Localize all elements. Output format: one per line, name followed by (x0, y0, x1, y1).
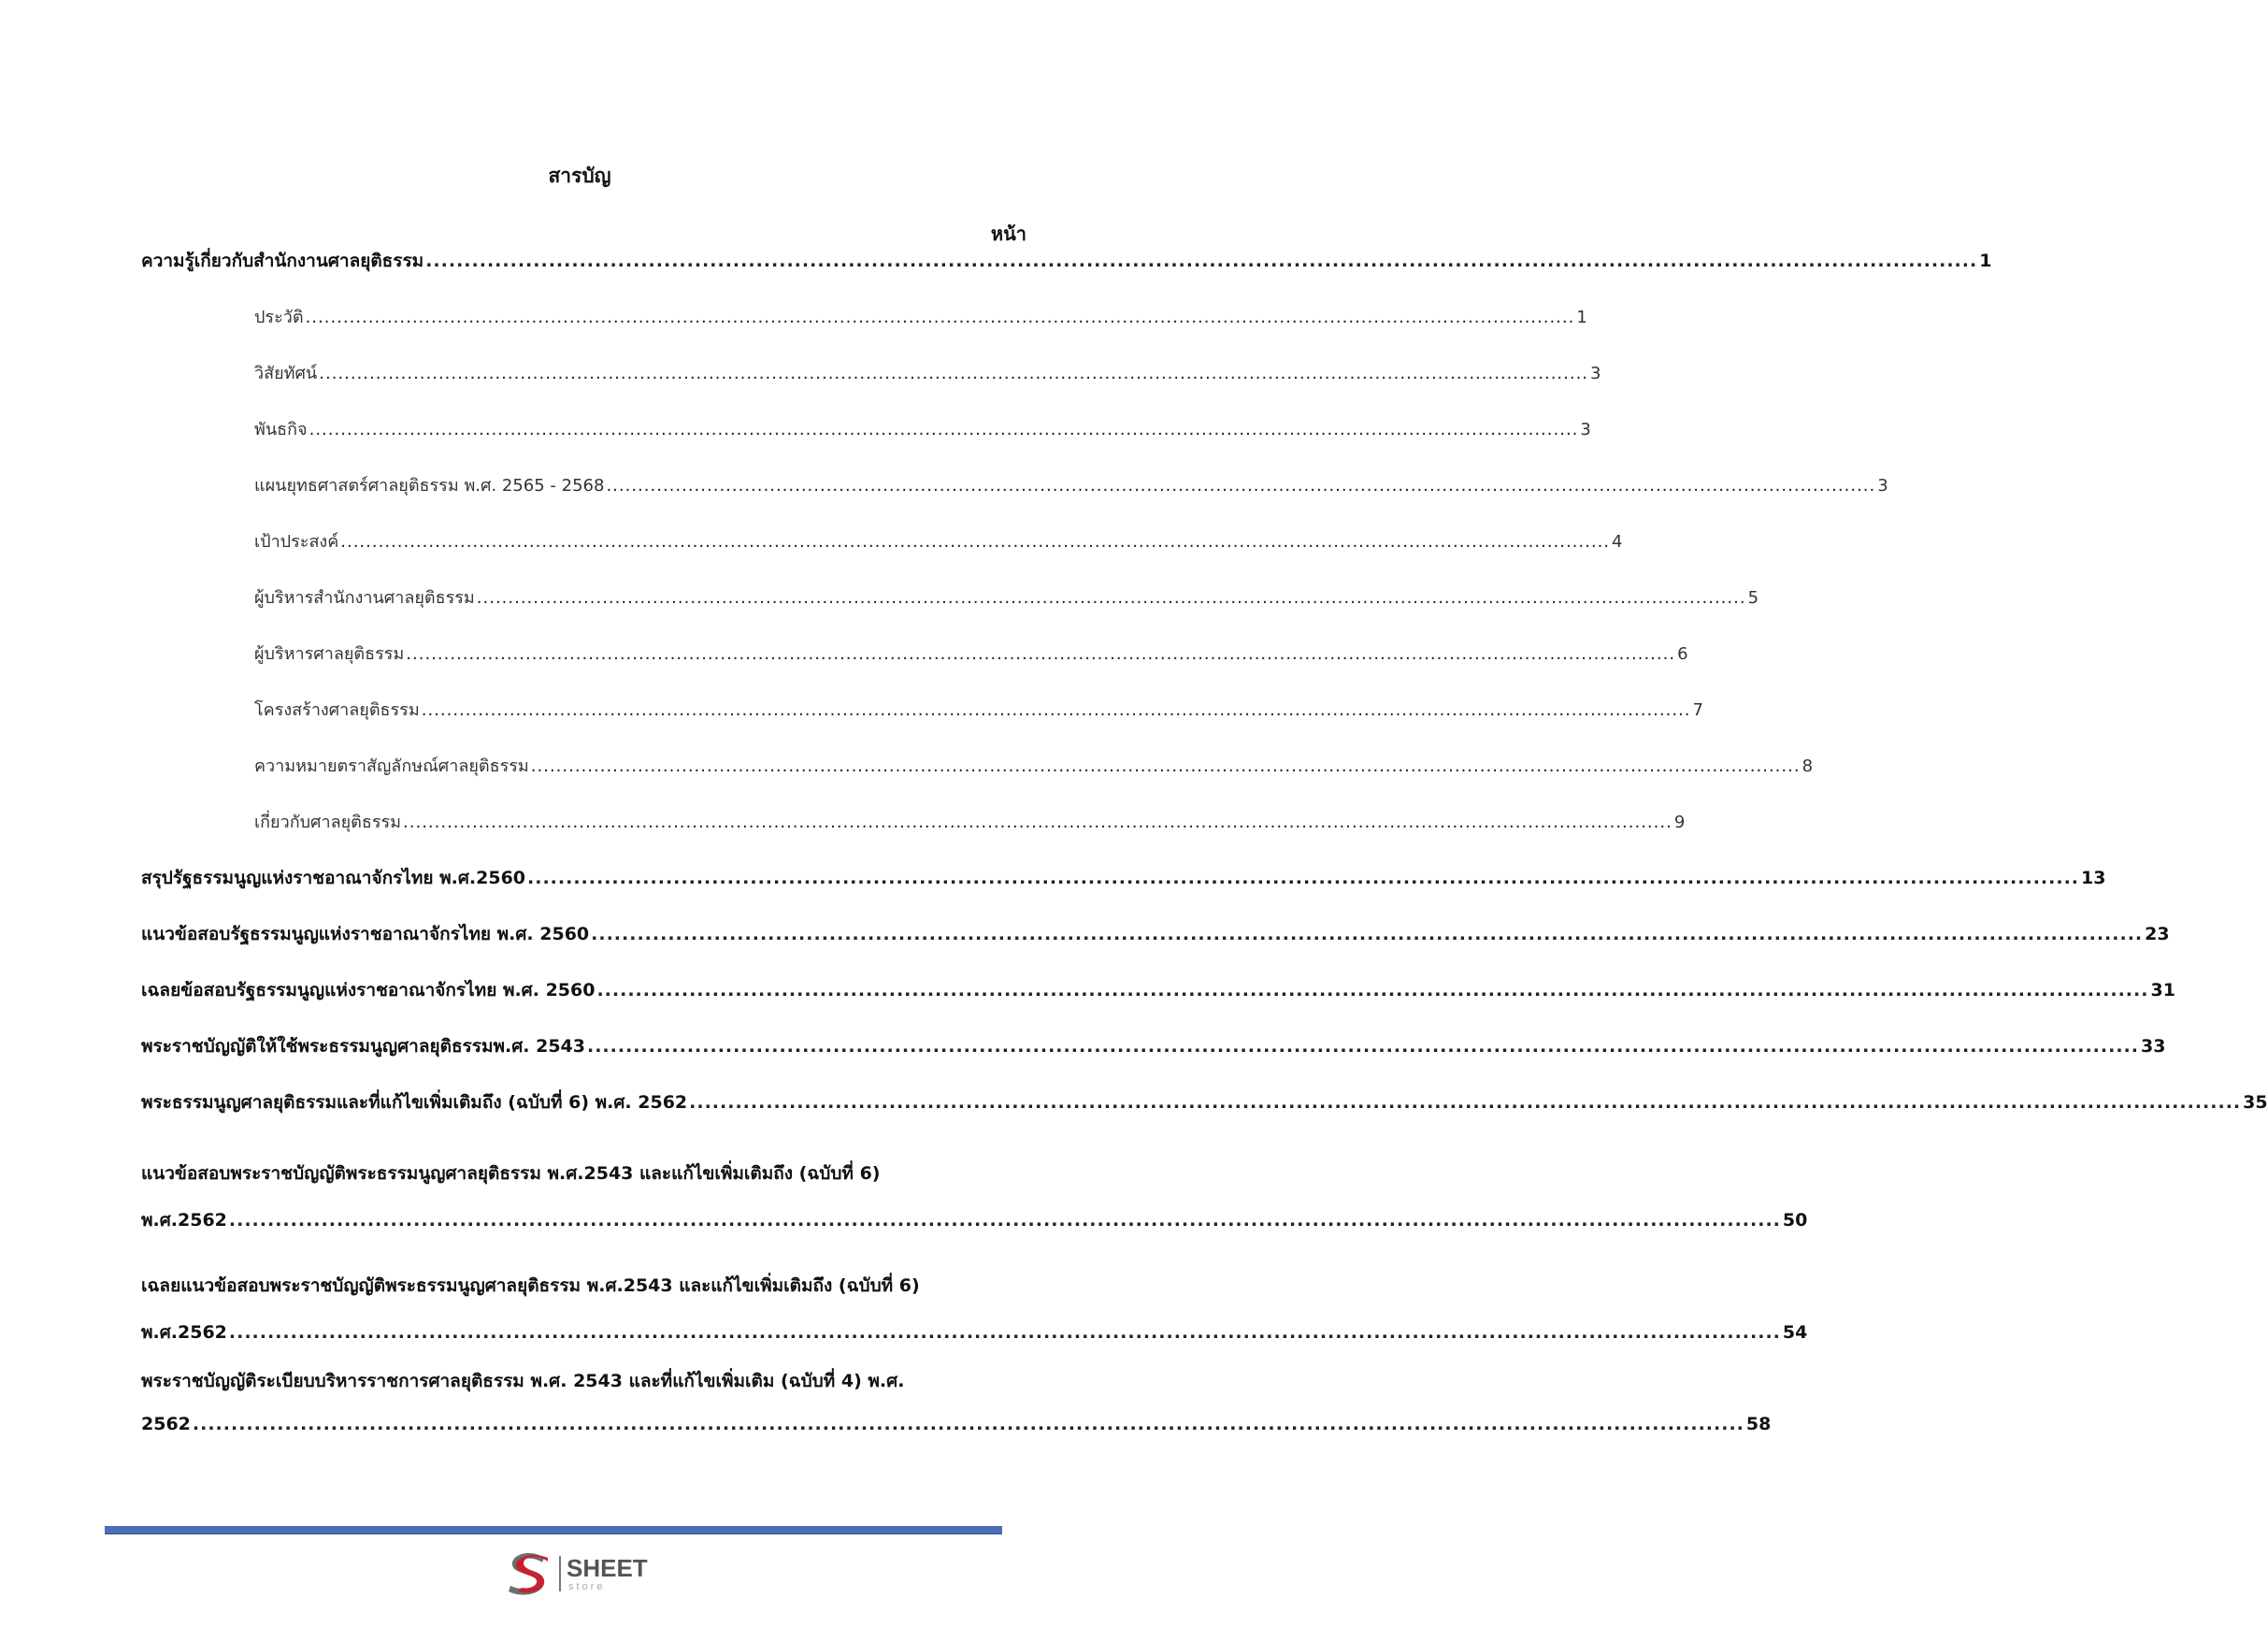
dot-leader: .......................................................................................................................................................................................................... (228, 1322, 1781, 1343)
toc-entry-text: ความรู้เกี่ยวกับสำนักงานศาลยุติธรรม (141, 251, 424, 271)
toc-entry-text: พันธกิจ (254, 420, 308, 439)
dot-leader: .......................................................................................................................................................................................................... (309, 420, 1579, 439)
toc-entry-text: วิสัยทัศน์ (254, 364, 318, 383)
dot-leader: .......................................................................................................................................................................................................... (319, 364, 1589, 383)
dot-leader: .......................................................................................................................................................................................................... (587, 1036, 2139, 1057)
dot-leader: .......................................................................................................................................................................................................... (606, 476, 1876, 496)
toc-entry-page: 1 (1576, 308, 1587, 327)
toc-entry-page: 54 (1782, 1322, 1808, 1343)
toc-subentry[interactable] (254, 752, 1814, 779)
toc-entry-page: 33 (2141, 1036, 2166, 1057)
logo-wordmark: SHEET (567, 1554, 648, 1582)
dot-leader: .......................................................................................................................................................................................................... (305, 308, 1575, 327)
toc-entry-text: 2562 (141, 1414, 191, 1434)
toc-entry-page: 13 (2081, 868, 2106, 888)
toc-entry[interactable] (141, 1032, 2166, 1060)
toc-entry-text: แนวข้อสอบรัฐธรรมนูญแห่งราชอาณาจักรไทย พ.ศ. 2560 (141, 924, 590, 944)
toc-entry[interactable] (141, 1414, 1772, 1434)
logo-subtext: store (568, 1581, 606, 1592)
toc-entry-page: 58 (1745, 1414, 1772, 1434)
toc-entry[interactable] (141, 864, 2106, 892)
toc-subentry[interactable] (254, 303, 1587, 330)
toc-entry-text: พระธรรมนูญศาลยุติธรรมและที่แก้ไขเพิ่มเติมถึง (ฉบับที่ 6) พ.ศ. 2562 (141, 1092, 688, 1113)
toc-entry-first-line: แนวข้อสอบพระราชบัญญัติพระธรรมนูญศาลยุติธรรม พ.ศ.2543 และแก้ไขเพิ่มเติมถึง (ฉบับที่ 6) (141, 1163, 881, 1184)
dot-leader: .......................................................................................................................................................................................................... (406, 644, 1676, 664)
toc-entry-page: 50 (1782, 1210, 1808, 1231)
footer-divider (105, 1526, 1002, 1534)
toc-entry-page: 8 (1801, 756, 1814, 776)
toc-entry-first-line: พระราชบัญญัติระเบียบบริหารราชการศาลยุติธรรม พ.ศ. 2543 และที่แก้ไขเพิ่มเติม (ฉบับที่ 4) พ.ศ. (141, 1371, 905, 1391)
toc-entry-text: พระราชบัญญัติให้ใช้พระธรรมนูญศาลยุติธรรมพ.ศ. 2543 (141, 1036, 585, 1057)
toc-entry-page: 3 (1590, 364, 1601, 383)
toc-entry-page: 23 (2145, 924, 2170, 944)
toc-entry[interactable] (141, 1206, 1808, 1234)
dot-leader: .......................................................................................................................................................................................................... (228, 1210, 1781, 1231)
dot-leader: .......................................................................................................................................................................................................... (530, 756, 1801, 776)
toc-entry-text: ผู้บริหารสำนักงานศาลยุติธรรม (254, 588, 475, 608)
page-column-header: หน้า (990, 223, 1026, 245)
toc-subentry[interactable] (254, 640, 1688, 667)
toc-subentry[interactable] (254, 415, 1591, 442)
toc-entry-page: 5 (1747, 588, 1759, 608)
toc-subentry[interactable] (254, 527, 1623, 554)
dot-leader: .......................................................................................................................................................................................................... (340, 532, 1611, 552)
toc-entry[interactable] (141, 976, 2175, 1004)
toc-entry-text: เฉลยข้อสอบรัฐธรรมนูญแห่งราชอาณาจักรไทย พ.ศ. 2560 (141, 980, 596, 1000)
toc-subentry[interactable] (254, 471, 1888, 498)
sheet-store-logo (503, 1550, 671, 1597)
toc-entry-page: 1 (1979, 251, 1992, 271)
toc-entry-text: สรุปรัฐธรรมนูญแห่งราชอาณาจักรไทย พ.ศ.2560 (141, 868, 526, 888)
toc-subentry[interactable] (254, 696, 1703, 723)
toc-entry-page: 9 (1673, 813, 1686, 832)
dot-leader: .......................................................................................................................................................................................................... (476, 588, 1746, 608)
toc-entry-page: 7 (1692, 700, 1703, 720)
toc-subentry[interactable] (254, 808, 1686, 835)
toc-subentry[interactable] (254, 359, 1601, 386)
dot-leader: .......................................................................................................................................................................................................... (596, 980, 2149, 1000)
toc-entry[interactable] (141, 247, 1992, 275)
toc-entry[interactable] (141, 1318, 1808, 1346)
toc-entry-page: 31 (2150, 980, 2175, 1000)
dot-leader: .......................................................................................................................................................................................................... (192, 1414, 1744, 1434)
toc-entry-page: 6 (1677, 644, 1688, 664)
toc-entry-text: เกี่ยวกับศาลยุติธรรม (254, 813, 402, 832)
dot-leader: .......................................................................................................................................................................................................... (689, 1092, 2242, 1113)
dot-leader: .......................................................................................................................................................................................................... (421, 700, 1691, 720)
page-title: สารบัญ (548, 165, 611, 187)
dot-leader: .......................................................................................................................................................................................................... (425, 251, 1978, 271)
toc-entry-text: โครงสร้างศาลยุติธรรม (254, 700, 420, 720)
dot-leader: .......................................................................................................................................................................................................... (527, 868, 2080, 888)
dot-leader: .......................................................................................................................................................................................................... (403, 813, 1672, 832)
toc-entry-page: 3 (1877, 476, 1888, 496)
toc-entry-text: แผนยุทธศาสตร์ศาลยุติธรรม พ.ศ. 2565 - 2568 (254, 476, 605, 496)
sheet-logo-icon (503, 1550, 555, 1597)
toc-entry-text: พ.ศ.2562 (141, 1210, 227, 1231)
logo-divider (559, 1556, 561, 1591)
toc-entry[interactable] (141, 920, 2170, 948)
toc-entry-text: ความหมายตราสัญลักษณ์ศาลยุติธรรม (254, 756, 529, 776)
toc-entry-text: ผู้บริหารศาลยุติธรรม (254, 644, 405, 664)
toc-entry-text: ประวัติ (254, 308, 304, 327)
toc-entry-first-line: เฉลยแนวข้อสอบพระราชบัญญัติพระธรรมนูญศาลยุติธรรม พ.ศ.2543 และแก้ไขเพิ่มเติมถึง (ฉบับที่ 6) (141, 1275, 920, 1296)
toc-entry-page: 4 (1612, 532, 1623, 552)
toc-entry-page: 35 (2243, 1092, 2268, 1113)
toc-subentry[interactable] (254, 583, 1759, 611)
toc-entry[interactable] (141, 1088, 2268, 1116)
dot-leader: .......................................................................................................................................................................................................... (591, 924, 2144, 944)
toc-entry-text: เป้าประสงค์ (254, 532, 339, 552)
toc-entry-page: 3 (1580, 420, 1591, 439)
toc-entry-text: พ.ศ.2562 (141, 1322, 227, 1343)
